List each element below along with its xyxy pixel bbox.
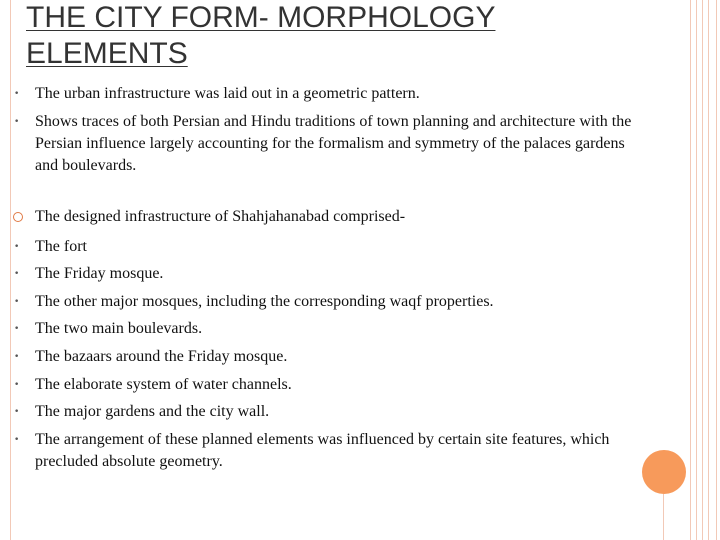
lead-item: The designed infrastructure of Shahjahanabad comprised- [35,208,406,225]
bullet-marker: • [14,297,20,307]
bullet-marker: • [14,407,20,417]
list-item: The Friday mosque. [35,265,164,282]
list-item: The two main boulevards. [35,320,203,337]
bullet-marker: • [14,324,20,334]
frame-stripe [716,0,717,540]
bullet-marker: • [14,269,20,279]
list-item: The fort [35,238,87,255]
circle-bullet-icon [12,211,24,223]
bullet-marker: • [14,89,20,99]
bullet-marker: • [14,435,20,445]
frame-stripe [690,0,691,540]
bullet-marker: • [14,352,20,362]
slide-title: THE CITY FORM- MORPHOLOGY ELEMENTS [26,1,496,70]
decorative-dot [642,450,686,494]
decorative-line [663,494,664,540]
frame-stripe [702,0,703,540]
bullet-marker: • [14,242,20,252]
frame-stripe [708,0,709,540]
list-item: The major gardens and the city wall. [35,403,270,420]
bullet-marker: • [14,117,20,127]
list-item: The other major mosques, including the corresponding waqf properties. [35,293,494,310]
bullet-marker: • [14,380,20,390]
list-item: The arrangement of these planned elements was influenced by certain site features, which precluded absolute geometry. [35,431,610,470]
frame-left-border [10,0,11,540]
list-item: The urban infrastructure was laid out in a geometric pattern. [35,85,420,102]
frame-stripe [696,0,697,540]
list-item: The elaborate system of water channels. [35,376,292,393]
list-item: Shows traces of both Persian and Hindu traditions of town planning and architecture with the Persian influence largely accounting for the formalism and symmetry of the palaces gardens and boulevards. [35,113,632,174]
list-item: The bazaars around the Friday mosque. [35,348,288,365]
